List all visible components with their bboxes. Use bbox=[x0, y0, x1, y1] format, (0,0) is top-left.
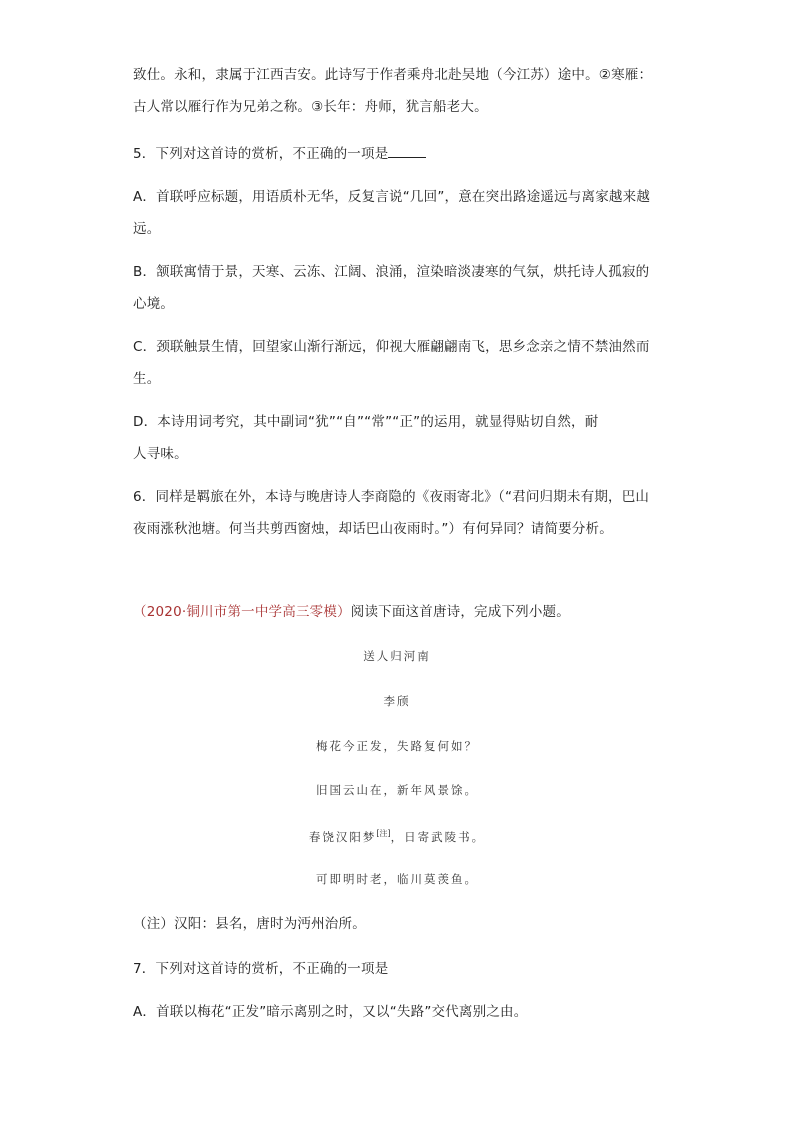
poem-note-marker: [注] bbox=[376, 829, 391, 838]
question-7-option-a-text: A．首联以梅花“正发”暗示离别之时，又以“失路”交代离别之由。 bbox=[133, 1004, 528, 1020]
option-b-line-1: B．颔联寓情于景，天寒、云冻、江阔、浪涌，渲染暗淡凄寒的气氛，烘托诗人孤寂的 bbox=[133, 264, 650, 280]
answer-blank bbox=[388, 143, 426, 158]
poem-author: 李颀 bbox=[383, 694, 411, 708]
option-c-line-2: 生。 bbox=[133, 371, 161, 387]
section-instruction: 阅读下面这首唐诗，完成下列小题。 bbox=[350, 604, 570, 620]
poem-line-3-part-2: ，日寄武陵书。 bbox=[390, 829, 486, 844]
question-6-line-1: 6．同样是羁旅在外，本诗与晚唐诗人李商隐的《夜雨寄北》（“君问归期未有期，巴山 bbox=[133, 489, 650, 505]
question-7-stem-text: 7．下列对这首诗的赏析，不正确的一项是 bbox=[133, 961, 389, 977]
poem-line-2: 旧国云山在，新年风景馀。 bbox=[316, 783, 478, 797]
question-5-option-b bbox=[133, 256, 673, 320]
poem-line-3 bbox=[0, 824, 794, 847]
question-5-option-a bbox=[133, 181, 673, 245]
option-a-line-1: A．首联呼应标题，用语质朴无华，反复言说“几回”，意在突出路途遥远与离家越来越 bbox=[133, 189, 651, 205]
option-d-line-2: 人寻味。 bbox=[133, 446, 188, 462]
question-5-stem-text: 5．下列对这首诗的赏析，不正确的一项是 bbox=[133, 146, 389, 162]
intro-note-line-1: 致仕。永和，隶属于江西吉安。此诗写于作者乘舟北赴吴地（今江苏）途中。②寒雁： bbox=[133, 67, 653, 83]
question-5-stem bbox=[133, 138, 673, 170]
poem-line-4: 可即明时老，临川莫羡鱼。 bbox=[316, 872, 478, 886]
option-b-line-2: 心境。 bbox=[133, 296, 175, 312]
question-5-option-d bbox=[133, 406, 673, 470]
question-7-option-a bbox=[133, 996, 673, 1028]
option-d-line-1: D．本诗用词考究，其中副词“犹”“自”“常”“正”的运用，就显得贴切自然，耐 bbox=[133, 414, 599, 430]
question-6 bbox=[133, 481, 673, 545]
poem-line-1: 梅花今正发，失路复何如？ bbox=[316, 739, 478, 753]
question-5-option-c bbox=[133, 331, 673, 395]
poem-annotation-text: （注）汉阳：县名，唐时为沔州治所。 bbox=[133, 916, 366, 932]
question-6-line-2: 夜雨涨秋池塘。何当共剪西窗烛，却话巴山夜雨时。”）有何异同？请简要分析。 bbox=[133, 521, 613, 537]
poem-line-3-part-1: 春饶汉阳梦 bbox=[308, 829, 377, 844]
poem-title: 送人归河南 bbox=[363, 649, 431, 663]
option-a-line-2: 远。 bbox=[133, 221, 161, 237]
source-citation: （2020·铜川市第一中学高三零模） bbox=[133, 604, 351, 620]
option-c-line-1: C．颈联触景生情，回望家山渐行渐远，仰视大雁翩翩南飞，思乡念亲之情不禁油然而 bbox=[133, 339, 650, 355]
intro-note-line-2: 古人常以雁行作为兄弟之称。③长年：舟师，犹言船老大。 bbox=[133, 99, 488, 115]
intro-note bbox=[133, 59, 673, 123]
question-7-stem bbox=[133, 953, 673, 985]
poem-annotation bbox=[133, 908, 673, 940]
section-2-header bbox=[133, 596, 673, 628]
